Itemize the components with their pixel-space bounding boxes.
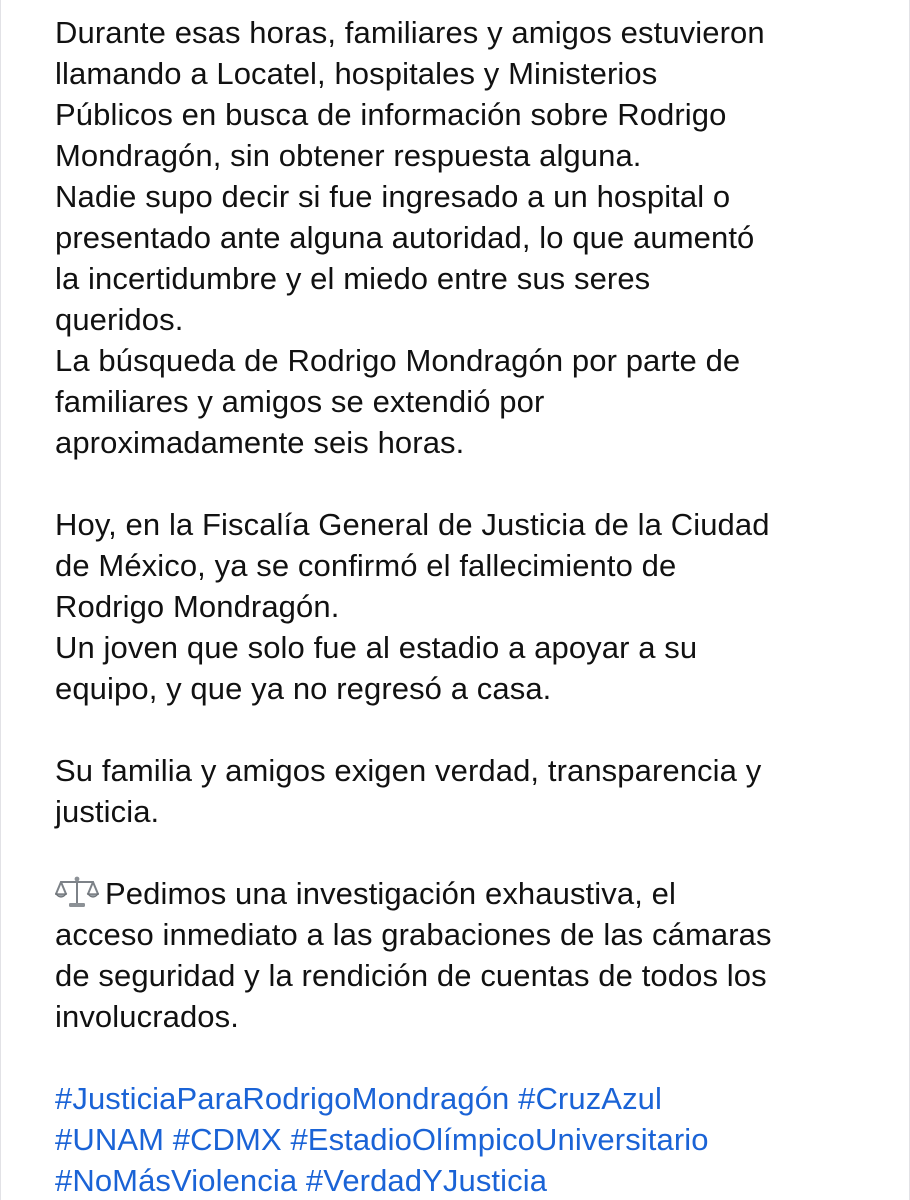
hashtag-line — [55, 1160, 895, 1200]
hashtag-link[interactable]: #EstadioOlímpicoUniversitario — [290, 1122, 709, 1157]
paragraph-spacer — [55, 1037, 895, 1078]
hashtag-link[interactable]: #VerdadYJusticia — [305, 1163, 548, 1198]
post-text-line: la incertidumbre y el miedo entre sus seres — [55, 261, 651, 296]
post-text-line: Nadie supo decir si fue ingresado a un hospital o — [55, 179, 731, 214]
paragraph-spacer — [55, 832, 895, 873]
post-text-line: aproximadamente seis horas. — [55, 425, 465, 460]
post-text-line: Rodrigo Mondragón. — [55, 589, 340, 624]
post-body — [55, 12, 895, 1200]
post-text-line: Públicos en busca de información sobre Rodrigo — [55, 97, 727, 132]
post-text-line: Hoy, en la Fiscalía General de Justicia de la Ciudad — [55, 507, 770, 542]
post-text-line: acceso inmediato a las grabaciones de las cámaras — [55, 917, 772, 952]
hashtag-link[interactable]: #CDMX — [172, 1122, 282, 1157]
hashtag-link[interactable]: #JusticiaParaRodrigoMondragón — [55, 1081, 510, 1116]
post-text-line: queridos. — [55, 302, 184, 337]
paragraph-spacer — [55, 709, 895, 750]
post-text-line: La búsqueda de Rodrigo Mondragón por parte de — [55, 343, 741, 378]
post-text-line: involucrados. — [55, 999, 239, 1034]
post-text-line: familiares y amigos se extendió por — [55, 384, 545, 419]
hashtag-line — [55, 1119, 895, 1160]
post-text-line: Su familia y amigos exigen verdad, transparencia y — [55, 753, 762, 788]
hashtag-link[interactable]: #NoMásViolencia — [55, 1163, 298, 1198]
post-text-line: justicia. — [55, 794, 160, 829]
post-text-line-with-icon — [55, 873, 895, 914]
hashtag-link[interactable]: #CruzAzul — [518, 1081, 663, 1116]
post-text-line: equipo, y que ya no regresó a casa. — [55, 671, 552, 706]
post-text-line: Durante esas horas, familiares y amigos estuvieron — [55, 15, 765, 50]
paragraph-spacer — [55, 463, 895, 504]
hashtag-line — [55, 1078, 895, 1119]
post-text-line: Un joven que solo fue al estadio a apoyar a su — [55, 630, 698, 665]
post-text-line: presentado ante alguna autoridad, lo que aumentó — [55, 220, 755, 255]
hashtag-link[interactable]: #UNAM — [55, 1122, 165, 1157]
post-text-line: Mondragón, sin obtener respuesta alguna. — [55, 138, 642, 173]
post-text: Pedimos una investigación exhaustiva, el — [105, 876, 676, 911]
post-text-line: de seguridad y la rendición de cuentas de todos los — [55, 958, 767, 993]
hashtag-list — [55, 1078, 895, 1200]
post-text-line: de México, ya se confirmó el fallecimiento de — [55, 548, 677, 583]
post-text-line: llamando a Locatel, hospitales y Ministerios — [55, 56, 658, 91]
balance-scale-icon — [55, 875, 99, 909]
